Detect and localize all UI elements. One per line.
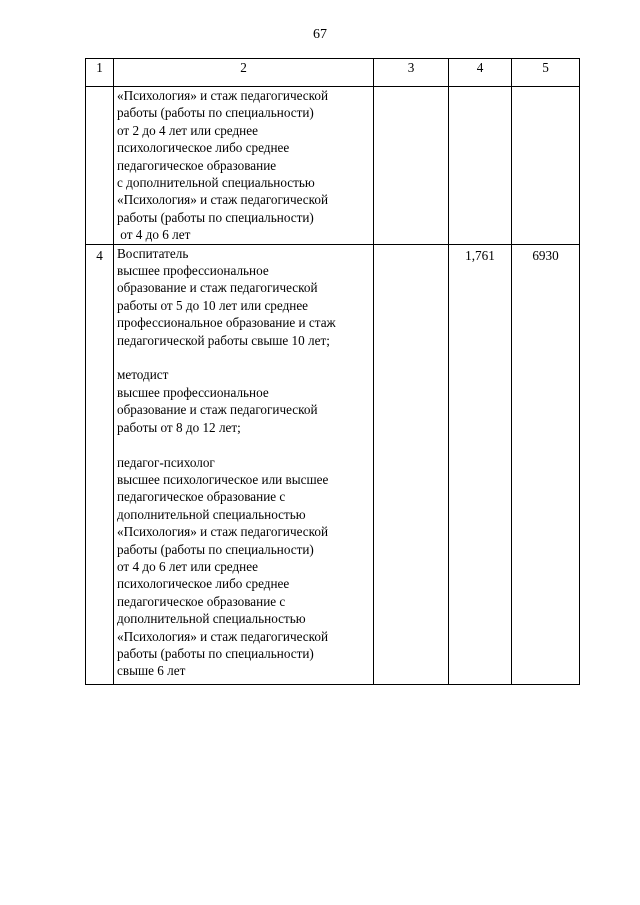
text-line: методист (117, 367, 169, 383)
header-cell-1: 1 (86, 59, 114, 87)
text-line: работы (работы по специальности) (117, 209, 314, 225)
salary-cell (512, 87, 580, 245)
text-line: психологическое либо среднее (117, 140, 290, 156)
text-line: высшее профессиональное (117, 263, 269, 279)
coefficient-cell (449, 87, 512, 245)
text-line: работы от 5 до 10 лет или среднее (117, 297, 309, 313)
text-line: образование и стаж педагогической (117, 280, 318, 296)
text-line: свыше 6 лет (117, 663, 186, 679)
table-row (86, 244, 580, 684)
qualification-text (117, 87, 370, 244)
text-line: педагогическое образование с (117, 593, 286, 609)
text-line: педагогическое образование с (117, 489, 286, 505)
table-row (86, 87, 580, 245)
text-line: от 4 до 6 лет (117, 227, 191, 243)
text-line: работы (работы по специальности) (117, 645, 314, 661)
header-cell-5: 5 (512, 59, 580, 87)
text-line: «Психология» и стаж педагогической (117, 628, 329, 644)
qualification-text (117, 245, 370, 680)
page-number: 67 (313, 27, 327, 42)
text-line: «Психология» и стаж педагогической (117, 524, 329, 540)
text-line: профессиональное образование и стаж (117, 315, 336, 331)
text-line: педагогической работы свыше 10 лет; (117, 332, 330, 348)
text-line: дополнительной специальностью (117, 611, 306, 627)
text-line: дополнительной специальностью (117, 506, 306, 522)
text-block (117, 87, 370, 244)
table-header-row (86, 59, 580, 87)
text-block (117, 245, 370, 349)
row-number-cell (86, 87, 114, 245)
header-cell-4: 4 (449, 59, 512, 87)
text-line: с дополнительной специальностью (117, 175, 315, 191)
qualification-cell (114, 87, 374, 245)
text-line: «Психология» и стаж педагогической (117, 88, 329, 103)
row-number-cell: 4 (86, 244, 114, 684)
salary-table (85, 58, 580, 685)
text-block (117, 366, 370, 436)
text-line: «Психология» и стаж педагогической (117, 192, 329, 208)
text-block (117, 454, 370, 680)
text-line: педагог-психолог (117, 454, 215, 470)
text-line: работы от 8 до 12 лет; (117, 419, 241, 435)
salary-cell: 6930 (512, 244, 580, 684)
text-line: педагогическое образование (117, 157, 277, 173)
col3-cell (374, 244, 449, 684)
text-line: от 2 до 4 лет или среднее (117, 122, 258, 138)
qualification-cell (114, 244, 374, 684)
text-line: работы (работы по специальности) (117, 105, 314, 121)
text-line: работы (работы по специальности) (117, 541, 314, 557)
header-cell-2: 2 (114, 59, 374, 87)
coefficient-cell: 1,761 (449, 244, 512, 684)
header-cell-3: 3 (374, 59, 449, 87)
col3-cell (374, 87, 449, 245)
text-line: высшее психологическое или высшее (117, 471, 329, 487)
text-line: от 4 до 6 лет или среднее (117, 558, 258, 574)
text-line: психологическое либо среднее (117, 576, 290, 592)
text-line: высшее профессиональное (117, 384, 269, 400)
text-line: образование и стаж педагогической (117, 402, 318, 418)
text-line: Воспитатель (117, 245, 189, 261)
